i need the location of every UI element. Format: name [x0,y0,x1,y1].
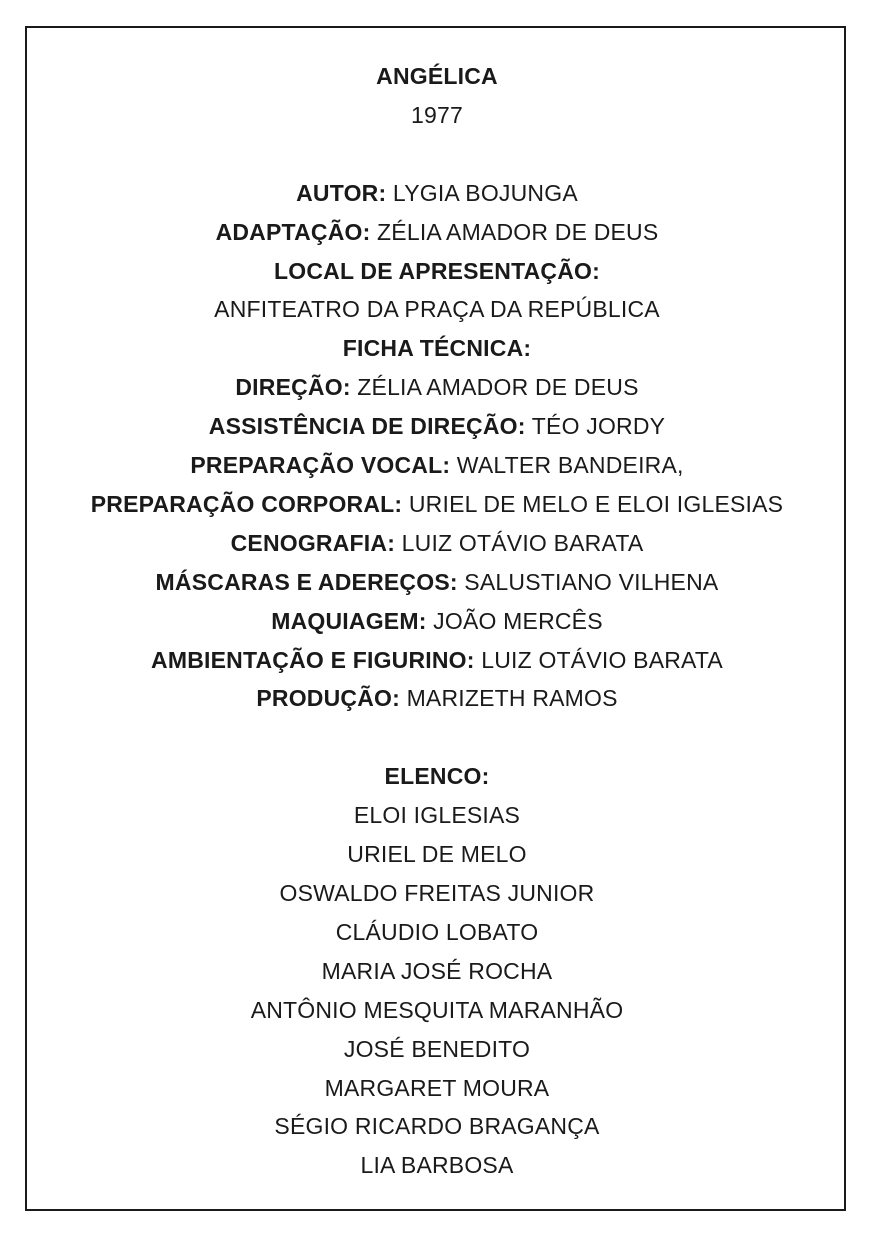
play-title: ANGÉLICA [376,63,498,89]
cast-member: MARIA JOSÉ ROCHA [321,957,553,984]
credit-setting-costumes [25,641,849,680]
credit-label: MÁSCARAS E ADEREÇOS: [155,568,458,595]
cast-member: MARGARET MOURA [324,1074,550,1101]
spacer [25,135,849,174]
credit-value: SALUSTIANO VILHENA [457,568,719,595]
credit-value: LUIZ OTÁVIO BARATA [395,529,644,556]
credit-value: TÉO JORDY [525,413,666,440]
credit-label: CENOGRAFIA: [230,529,396,556]
credit-label: AUTOR: [296,179,387,206]
credit-value: LUIZ OTÁVIO BARATA [474,646,723,673]
credit-adaptation [25,213,849,252]
credit-vocal-preparation [25,446,849,485]
cast-member: CLÁUDIO LOBATO [335,918,539,945]
venue-label: LOCAL DE APRESENTAÇÃO: [274,257,600,284]
credit-author [25,174,849,213]
credit-value: ZÉLIA AMADOR DE DEUS [370,218,659,245]
cast-member: URIEL DE MELO [347,841,527,868]
cast-member: JOSÉ BENEDITO [343,1035,531,1062]
technical-heading: FICHA TÉCNICA: [342,335,532,362]
venue-value: ANFITEATRO DA PRAÇA DA REPÚBLICA [214,296,660,323]
credit-label: PREPARAÇÃO CORPORAL: [90,490,403,517]
credit-value: LYGIA BOJUNGA [386,179,578,206]
credits-document [25,57,849,1185]
credit-scenography [25,524,849,563]
credit-value: URIEL DE MELO E ELOI IGLESIAS [402,490,784,517]
credit-label: PRODUÇÃO: [256,685,400,712]
credit-label: MAQUIAGEM: [271,607,427,634]
cast-member: ANTÔNIO MESQUITA MARANHÃO [250,996,624,1023]
credit-value: MARIZETH RAMOS [399,685,618,712]
credit-masks-props [25,563,849,602]
credit-label: AMBIENTAÇÃO E FIGURINO: [151,646,475,673]
spacer [25,718,849,757]
credit-label: DIREÇÃO: [235,374,351,401]
credit-value: ZÉLIA AMADOR DE DEUS [350,374,639,401]
credit-value: JOÃO MERCÊS [426,607,603,634]
cast-heading: ELENCO: [384,763,490,790]
play-year: 1977 [411,101,463,128]
credit-production [25,679,849,718]
cast-member: OSWALDO FREITAS JUNIOR [279,880,595,906]
credit-label: ASSISTÊNCIA DE DIREÇÃO: [208,413,526,440]
credit-assistant-direction [25,407,849,446]
cast-member: LIA BARBOSA [360,1152,514,1179]
credit-value: WALTER BANDEIRA, [450,452,684,479]
cast-member: SÉGIO RICARDO BRAGANÇA [274,1113,600,1140]
credit-makeup [25,602,849,641]
credit-label: ADAPTAÇÃO: [215,218,371,245]
credit-body-preparation [25,485,849,524]
credit-label: PREPARAÇÃO VOCAL: [190,452,451,479]
cast-member: ELOI IGLESIAS [353,802,521,829]
credit-direction [25,368,849,407]
